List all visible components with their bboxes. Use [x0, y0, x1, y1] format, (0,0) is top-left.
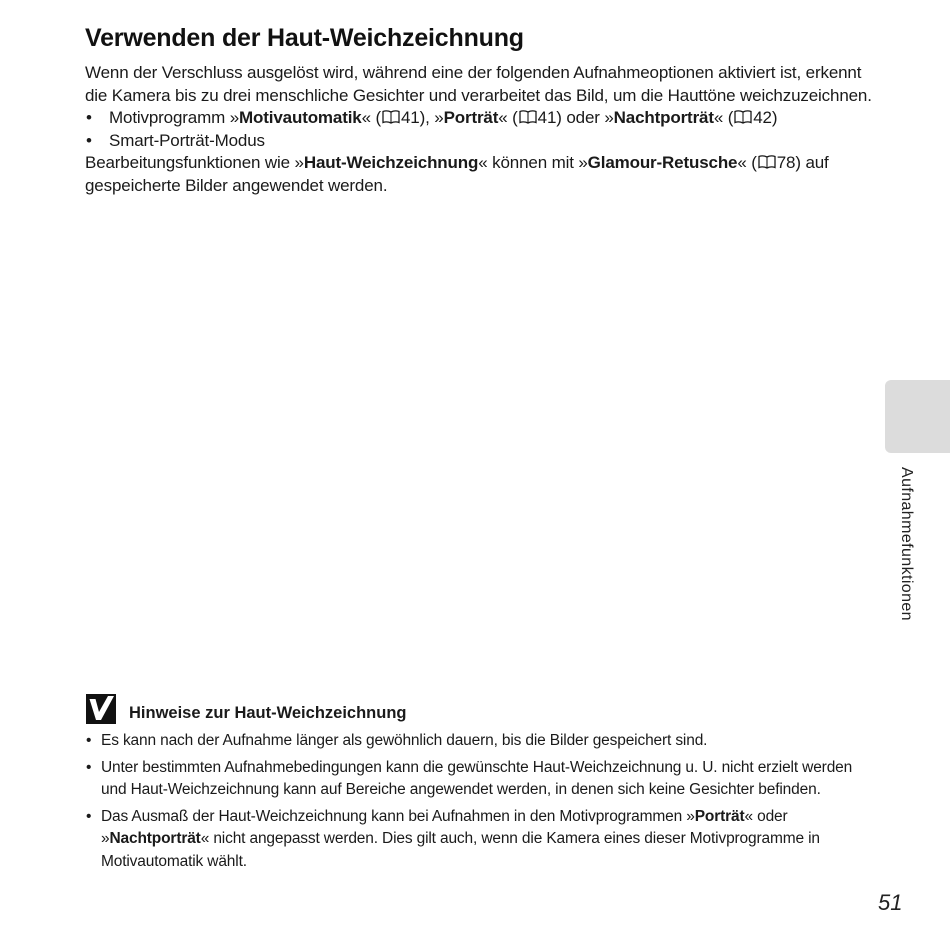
page-number: 51: [878, 890, 903, 915]
page-ref: 42: [753, 108, 772, 127]
function-glamour-retusche: Glamour-Retusche: [587, 153, 738, 172]
check-icon: [86, 694, 116, 724]
page-ref: 41: [400, 108, 420, 127]
page-title: Verwenden der Haut-Weichzeichnung: [85, 24, 524, 52]
list-item: • Smart-Porträt-Modus: [85, 130, 875, 153]
edit-paragraph: Bearbeitungsfunktionen wie »Haut-Weichzeichnung« können mit »Glamour-Retusche« ( 78) auf gespeicherte Bilder angewendet werden.: [85, 153, 829, 195]
page-ref: 78: [776, 153, 796, 172]
notes-header: [86, 694, 876, 724]
intro-section: [85, 62, 875, 197]
chapter-tab-label: Aufnahmefunktionen: [898, 467, 915, 621]
option-nachtportraet: Nachtporträt: [613, 108, 714, 127]
option-list: [85, 107, 875, 152]
option-motivautomatik: Motivautomatik: [239, 108, 362, 127]
book-icon: [758, 155, 776, 169]
notes-section: [86, 694, 876, 877]
notes-title: Hinweise zur Haut-Weichzeichnung: [129, 703, 407, 722]
function-haut-weichzeichnung: Haut-Weichzeichnung: [303, 153, 479, 172]
notes-list: [86, 730, 876, 873]
option-portraet: Porträt: [443, 108, 499, 127]
intro-paragraph: Wenn der Verschluss ausgelöst wird, während eine der folgenden Aufnahmeoptionen aktiviert ist, erkennt die Kamera bis zu drei menschliche Gesichter und verarbeitet das Bild, um die Hauttöne weichzuzeichnen.: [85, 63, 872, 105]
list-item: • Das Ausmaß der Haut-Weichzeichnung kann bei Aufnahmen in den Motivprogrammen »Porträt« oder »Nachtporträt« nicht angepasst werden. Dies gilt auch, wenn die Kamera eines dieser Motivprogramme in Motivautomatik wählt.: [86, 806, 876, 874]
list-item: • Unter bestimmten Aufnahmebedingungen kann die gewünschte Haut-Weichzeichnung u. U. nicht erzielt werden und Haut-Weichzeichnung kann auf Bereiche angewendet werden, in denen sich keine Gesichter befinden.: [86, 757, 876, 802]
list-item: • Motivprogramm »Motivautomatik« ( 41), »Porträt« ( 41) oder »Nachtporträt« ( 42): [85, 107, 875, 130]
option-portraet: Porträt: [694, 807, 745, 825]
book-icon: [734, 110, 752, 124]
book-icon: [382, 110, 400, 124]
chapter-tab: [885, 380, 950, 453]
page-ref: 41: [537, 108, 557, 127]
book-icon: [519, 110, 537, 124]
option-nachtportraet: Nachtporträt: [109, 830, 201, 847]
list-item: • Es kann nach der Aufnahme länger als gewöhnlich dauern, bis die Bilder gespeichert sind.: [86, 730, 876, 753]
